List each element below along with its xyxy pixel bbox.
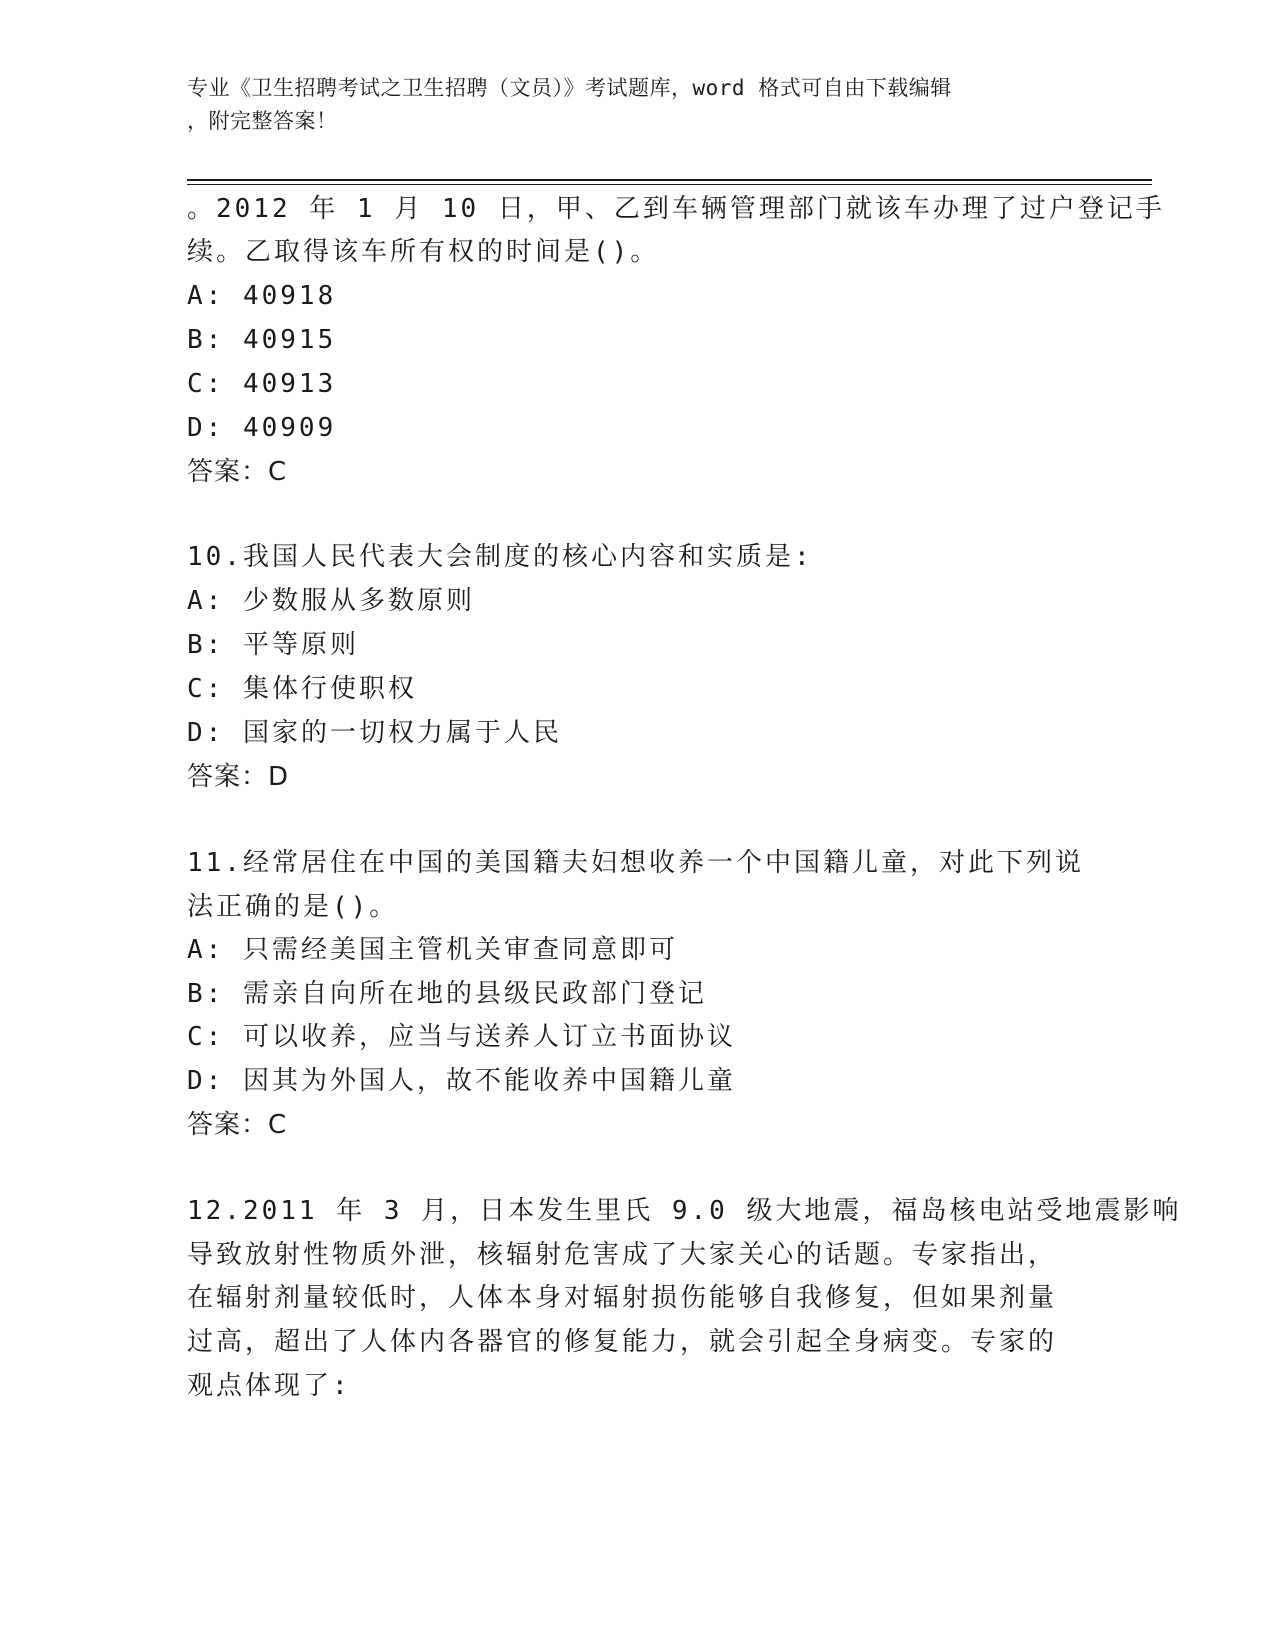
header-divider-thin (187, 184, 1152, 185)
question-9-text-line-2: 续。乙取得该车所有权的时间是()。 (187, 237, 660, 267)
question-10-option-a: A: 少数服从多数原则 (187, 586, 475, 616)
question-12-text-line-1: 12.2011 年 3 月，日本发生里氏 9.0 级大地震，福岛核电站受地震影响 (187, 1196, 1182, 1226)
document-header (187, 72, 1087, 138)
question-9-option-b: B: 40915 (187, 325, 337, 355)
question-11-option-d: D: 因其为外国人，故不能收养中国籍儿童 (187, 1066, 736, 1096)
question-10-answer: 答案：D (187, 762, 290, 792)
question-11-answer: 答案：C (187, 1110, 288, 1140)
question-11-option-c: C: 可以收养，应当与送养人订立书面协议 (187, 1022, 736, 1052)
question-10-option-b: B: 平等原则 (187, 630, 359, 660)
question-10-option-d: D: 国家的一切权力属于人民 (187, 718, 562, 748)
question-10-option-c: C: 集体行使职权 (187, 674, 417, 704)
question-12-text-line-2: 导致放射性物质外泄，核辐射危害成了大家关心的话题。专家指出， (187, 1240, 1058, 1270)
question-12-text-line-3: 在辐射剂量较低时，人体本身对辐射损伤能够自我修复，但如果剂量 (187, 1283, 1058, 1313)
question-9-option-d: D: 40909 (187, 413, 337, 443)
question-10-text-line-1: 10.我国人民代表大会制度的核心内容和实质是: (187, 542, 813, 572)
question-9-answer: 答案：C (187, 457, 288, 487)
question-11-option-a: A: 只需经美国主管机关审查同意即可 (187, 935, 678, 965)
header-divider-thick (187, 179, 1152, 181)
question-11-text-line-1: 11.经常居住在中国的美国籍夫妇想收养一个中国籍儿童，对此下列说 (187, 848, 1084, 878)
question-11-text-line-2: 法正确的是()。 (187, 892, 399, 922)
question-9-option-a: A: 40918 (187, 281, 337, 311)
question-9-text-line-1: 。2012 年 1 月 10 日，甲、乙到车辆管理部门就该车办理了过户登记手 (187, 194, 1165, 224)
header-line-2: ，附完整答案！ (187, 109, 338, 133)
question-11-option-b: B: 需亲自向所在地的县级民政部门登记 (187, 979, 707, 1009)
question-12-text-line-5: 观点体现了: (187, 1371, 351, 1401)
question-9-option-c: C: 40913 (187, 369, 337, 399)
question-12-text-line-4: 过高，超出了人体内各器官的修复能力，就会引起全身病变。专家的 (187, 1327, 1058, 1357)
header-line-1: 专业《卫生招聘考试之卫生招聘（文员）》考试题库，word 格式可自由下载编辑 (187, 76, 952, 100)
